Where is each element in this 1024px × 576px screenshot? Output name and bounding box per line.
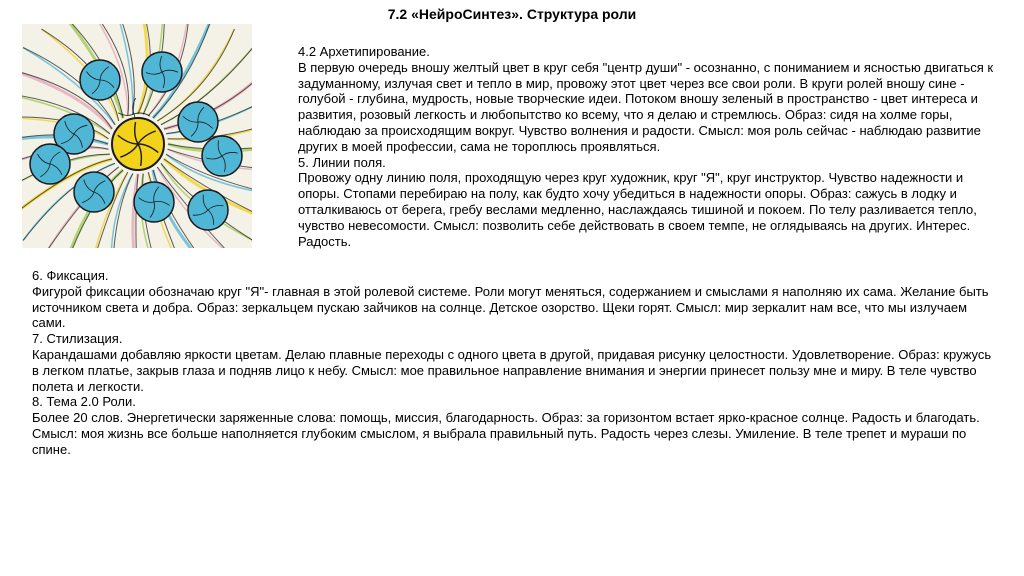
text-block-bottom (32, 268, 992, 458)
section-heading-6: 6. Фиксация. (32, 268, 109, 283)
section-body-6: Фигурой фиксации обозначаю круг "Я"- главная в этой ролевой системе. Роли могут меняться, содержанием и смыслами я наполняю их сама. Желание быть источником света и добра. Образ: зеркальцем пускаю зайчиков на солнце. Детское озорство. Щеки горят. Смысл: мир зеркалит нам все, что мы излучаем сами. (32, 283, 989, 331)
text-block-right (276, 44, 996, 249)
section-body-8: Более 20 слов. Энергетически заряженные слова: помощь, миссия, благодарность. Образ: за горизонтом встает ярко-красное солнце. Радость и благодать. Смысл: моя жизнь все больше наполняется глубоким смыслом, я выбрала правильный путь. Радость через слезы. Умиление. В теле трепет и мураши по спине. (32, 410, 980, 457)
section-body-7: Карандашами добавляю яркости цветам. Делаю плавные переходы с одного цвета в другой, придавая рисунку целостности. Удовлетворение. Образ: кружусь в легком платье, закрыв глаза и подняв лицо к небу. Смысл: мое правильное направление внимания и энергии принесет пользу мне и миру. В теле чувство полета и легкости. (32, 346, 992, 394)
neurographic-artwork (22, 24, 252, 248)
section-body-4-2: В первую очередь вношу желтый цвет в круг себя "центр души" - осознанно, с пониманием и ясностью двигаться к задуманному, излучая свет и тепло в мир, провожу этот цвет через все свои роли. В круги ролей вношу сине - голубой - глубина, мудрость, новые творческие идеи. Потоком вношу зеленый в пространство - цвет интереса и развития, розовый легкость и любопытство ко всему, что я делаю и стремлюсь. Образ: сидя на холме горы, наблюдаю за происходящим вокруг. Чувство волнения и радости. Смысл: моя роль сейчас - наблюдаю развитие других в моей профессии, сама не тороплюсь проявляться. (298, 59, 994, 154)
section-heading-4-2: 4.2 Архетипирование. (298, 44, 430, 59)
section-body-5: Провожу одну линию поля, проходящую через круг художник, круг "Я", круг инструктор. Чувство надежности и опоры. Стопами перебираю на полу, как будто хочу убедиться в надежности опоры. Образ: сажусь в лодку и отталкиваюсь от берега, гребу веслами медленно, наслаждаясь тишиной и покоем. По телу разливается тепло, чувство невесомости. Смысл: позволить себе действовать в своем темпе, не оглядываясь на других. Интерес. Радость. (298, 170, 977, 249)
section-heading-5: 5. Линии поля. (298, 154, 386, 170)
section-heading-7: 7. Стилизация. (32, 331, 123, 347)
section-heading-8: 8. Тема 2.0 Роли. (32, 394, 136, 410)
page-title: 7.2 «НейроСинтез». Структура роли (387, 6, 637, 22)
